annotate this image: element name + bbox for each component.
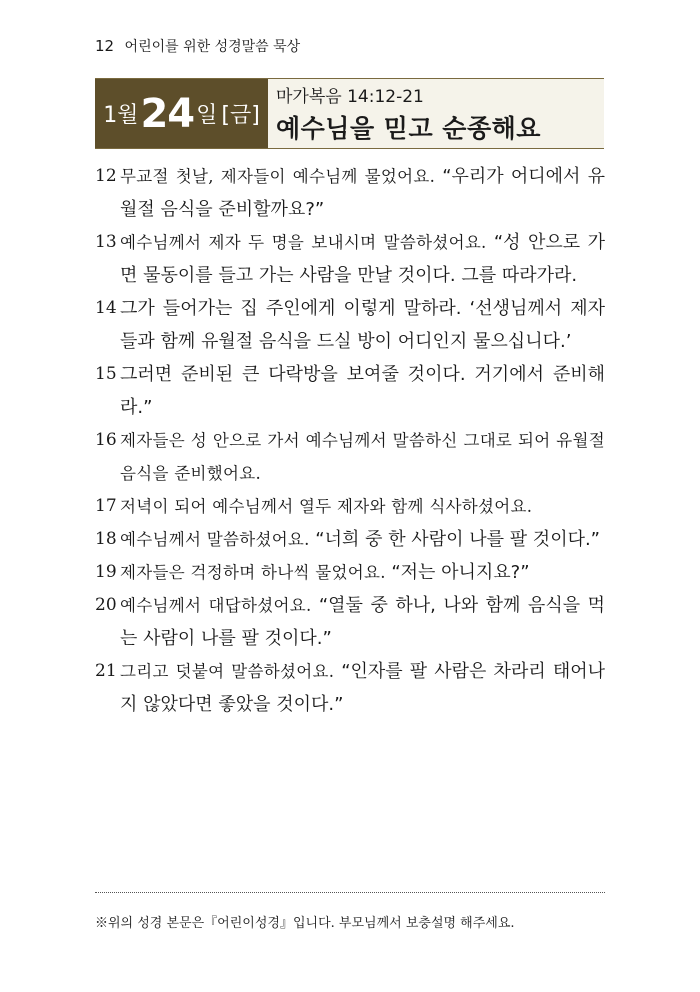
footnote: ※위의 성경 본문은『어린이성경』입니다. 부모님께서 보충설명 해주세요. — [95, 916, 515, 931]
verse-14 — [95, 292, 605, 358]
verse-number: 13 — [95, 232, 117, 252]
verse-number: 14 — [95, 298, 117, 318]
book-subtitle: 성경말씀 묵상 — [214, 39, 301, 55]
verse-number: 12 — [95, 166, 117, 186]
date-block — [95, 79, 268, 148]
verse-16 — [95, 424, 605, 490]
devotion-header — [95, 78, 604, 149]
verse-19 — [95, 556, 605, 589]
date-day-suffix: 일 — [196, 103, 218, 128]
verse-number: 16 — [95, 430, 117, 450]
verse-21 — [95, 655, 605, 721]
verse-13 — [95, 226, 605, 292]
verse-15 — [95, 358, 605, 424]
date-day: 24 — [140, 90, 195, 137]
verse-speech: 그가 들어가는 집 주인에게 이렇게 말하라. ‘선생님께서 제자들과 함께 유월절 음식을 드실 방이 어디인지 물으십니다.’ — [120, 298, 605, 352]
verse-20 — [95, 589, 605, 655]
verse-narration: 예수님께서 말씀하셨어요. — [120, 530, 316, 549]
verse-17 — [95, 490, 605, 523]
devotion-title: 예수님을 믿고 순종해요 — [276, 114, 541, 143]
verse-number: 15 — [95, 364, 117, 384]
verse-speech: 그러면 준비된 큰 다락방을 보여줄 것이다. 거기에서 준비해라.” — [120, 364, 605, 418]
verse-speech: “열둘 중 하나, 나와 함께 음식을 먹는 사람이 나를 팔 것이다.” — [120, 595, 605, 649]
book-title: 어린이를 위한 — [124, 39, 211, 55]
title-block — [268, 79, 604, 148]
verse-narration: 예수님께서 대답하셨어요. — [120, 596, 319, 615]
verse-speech: “우리가 어디에서 유월절 음식을 준비할까요?” — [120, 166, 605, 220]
verse-narration: 예수님께서 제자 두 명을 보내시며 말씀하셨어요. — [120, 233, 494, 252]
verse-number: 17 — [95, 496, 117, 516]
verse-18 — [95, 523, 605, 556]
verse-number: 20 — [95, 595, 117, 615]
verse-number: 19 — [95, 562, 117, 582]
verse-narration: 제자들은 걱정하며 하나씩 물었어요. — [120, 563, 392, 582]
verse-narration: 무교절 첫날, 제자들이 예수님께 물었어요. — [120, 167, 443, 186]
running-header — [95, 36, 300, 56]
verse-speech: “너희 중 한 사람이 나를 팔 것이다.” — [315, 529, 601, 550]
verse-speech: “성 안으로 가면 물동이를 들고 가는 사람을 만날 것이다. 그를 따라가라. — [120, 232, 605, 286]
date-weekday: [금] — [221, 103, 260, 128]
verse-number: 18 — [95, 529, 117, 549]
verse-speech: “저는 아니지요?” — [391, 562, 530, 583]
page-number: 12 — [95, 37, 115, 55]
verse-12 — [95, 160, 605, 226]
footer-divider — [95, 892, 605, 893]
verse-speech: “인자를 팔 사람은 차라리 태어나지 않았다면 좋았을 것이다.” — [120, 661, 605, 715]
verse-narration: 제자들은 성 안으로 가서 예수님께서 말씀하신 그대로 되어 유월절 음식을 준비했어요. — [120, 431, 605, 483]
verse-list — [95, 160, 605, 721]
verse-narration: 그리고 덧붙여 말씀하셨어요. — [120, 662, 342, 681]
passage-reference: 마가복음 14:12-21 — [276, 87, 424, 107]
verse-number: 21 — [95, 661, 117, 681]
verse-narration: 저녁이 되어 예수님께서 열두 제자와 함께 식사하셨어요. — [120, 497, 533, 516]
date-month: 1월 — [103, 103, 139, 128]
